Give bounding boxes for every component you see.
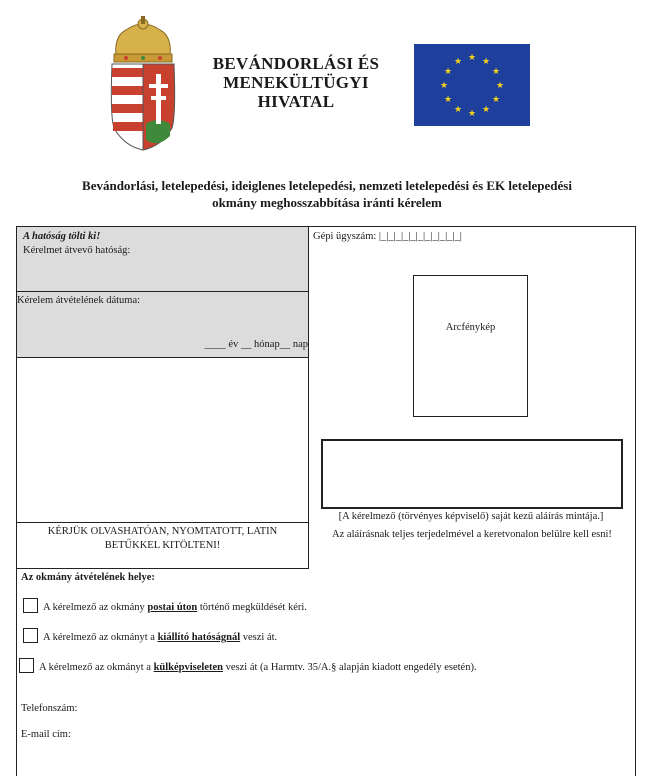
delivery-section [17,569,635,777]
authority-heading: A hatóság tölti ki! [23,231,101,242]
svg-text:★: ★ [467,109,477,119]
issuing-authority-checkbox[interactable] [23,628,38,643]
form-title-line-2: okmány meghosszabbítása iránti kérelem [212,195,442,210]
signature-instruction: Az aláírásnak teljes terjedelmével a keretvonalon belülre kell esni! [332,529,612,540]
authority-box [17,227,309,292]
option-text-bold: kiállító hatóságnál [157,632,241,643]
delivery-option-post[interactable] [23,598,307,613]
photo-box[interactable] [413,275,528,417]
signature-caption: [A kérelmező (törvényes képviselő) saját kezű aláírás mintája.] [338,511,604,522]
agency-name [196,54,396,111]
delivery-option-issuing-authority[interactable] [23,628,277,643]
option-text-bold: postai úton [147,602,198,613]
blank-area [17,358,309,523]
svg-text:★: ★ [495,81,505,91]
option-text-before: A kérelmező az okmány [43,602,148,613]
case-number-label: Gépi ügyszám: |_|_|_|_|_|_|_|_|_|_|_| [313,231,462,242]
form-title [0,177,654,211]
hungarian-coat-of-arms [106,16,180,156]
option-text-before: A kérelmező az okmányt a [39,662,154,673]
form-title-line-1: Bevándorlási, letelepedési, ideiglenes letelepedési, nemzeti letelepedési és EK letelepedési [82,178,572,193]
svg-text:★: ★ [439,81,449,91]
agency-line-3: HIVATAL [257,92,335,111]
receipt-date-box [17,292,309,358]
svg-text:★: ★ [467,53,477,63]
signature-box[interactable] [321,439,623,509]
svg-text:★: ★ [491,95,501,105]
svg-text:★: ★ [453,57,463,67]
case-number-field[interactable] [311,231,631,247]
delivery-option-consulate[interactable] [19,658,477,673]
notice-text: KÉRJÜK OLVASHATÓAN, NYOMTATOTT, LATIN BETŰKKEL KITÖLTENI! [47,526,278,551]
latin-letters-notice [17,523,309,569]
option-text-bold: külképviseleten [153,662,224,673]
email-label: E-mail cím: [21,729,71,740]
option-text-after: veszi át. [240,632,278,643]
application-form [16,226,636,776]
delivery-heading: Az okmány átvételének helye: [21,572,155,583]
consulate-checkbox[interactable] [19,658,34,673]
receiving-authority-label: Kérelmet átvevő hatóság: [23,245,131,256]
svg-text:★: ★ [443,95,453,105]
svg-text:★: ★ [481,57,491,67]
photo-label: Arcfénykép [445,322,496,333]
agency-line-1: BEVÁNDORLÁSI ÉS [212,54,380,73]
receipt-date-format: ____ év __ hónap__ nap [204,339,308,350]
receipt-date-label: Kérelem átvételének dátuma: [17,295,141,306]
option-text-after: történő megküldését kéri. [197,602,307,613]
eu-flag [414,44,530,126]
option-text-before: A kérelmező az okmányt a [43,632,158,643]
svg-text:★: ★ [443,67,453,77]
svg-text:★: ★ [491,67,501,77]
post-checkbox[interactable] [23,598,38,613]
agency-line-2: MENEKÜLTÜGYI [223,73,369,92]
svg-text:★: ★ [481,105,491,115]
svg-text:★: ★ [453,105,463,115]
option-text-after: veszi át (a Harmtv. 35/A.§ alapján kiadott engedély esetén). [223,662,477,673]
phone-label: Telefonszám: [21,703,78,714]
